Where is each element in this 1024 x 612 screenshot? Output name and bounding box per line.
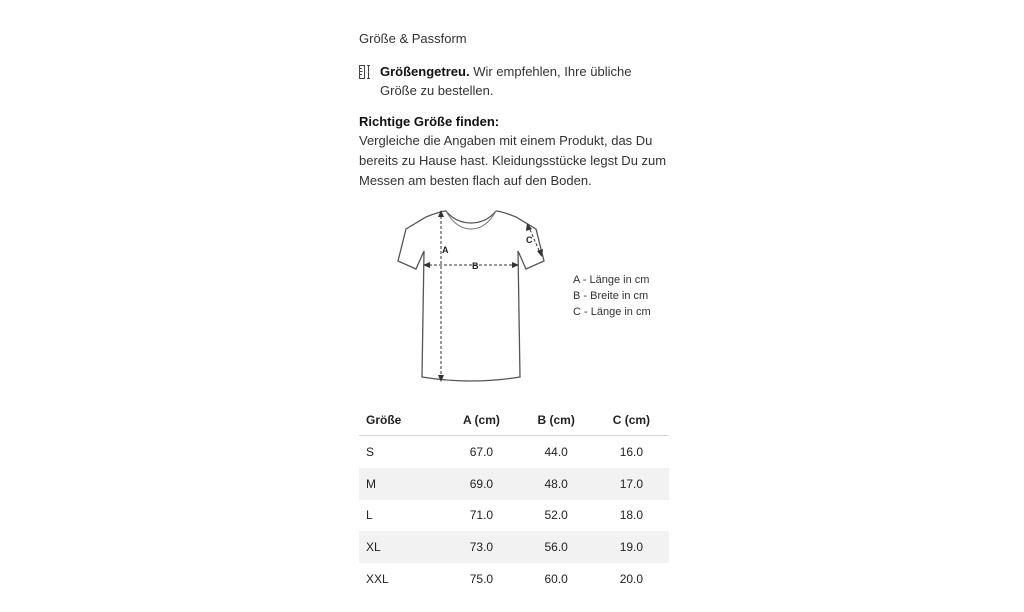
measure-a-label: A [442, 245, 449, 255]
cell-size: XL [359, 531, 444, 563]
legend-item-b: B - Breite in cm [573, 290, 649, 302]
cell-c: 17.0 [594, 468, 669, 500]
ruler-icon [359, 65, 372, 79]
measure-c-label: C [526, 235, 533, 245]
header-c: C (cm) [594, 404, 669, 436]
cell-size: L [366, 508, 373, 523]
header-size: Größe [359, 404, 444, 436]
measurement-legend [573, 272, 651, 320]
table-row [359, 531, 669, 563]
cell-a: 73.0 [444, 531, 518, 563]
cell-b: 52.0 [544, 508, 568, 523]
cell-a: 75.0 [469, 572, 494, 587]
cell-a: 71.0 [469, 508, 494, 523]
size-table-header-row [359, 404, 669, 436]
cell-a: 69.0 [444, 468, 518, 500]
find-size-text: Vergleiche die Angaben mit einem Produkt, das Du bereits zu Hause hast. Kleidungsstücke legst Du zum Messen am besten flach auf den Boden. [359, 133, 667, 188]
cell-a: 67.0 [469, 444, 494, 459]
tshirt-measurement-diagram [386, 205, 556, 390]
measure-b-label: B [472, 261, 479, 271]
table-row [359, 436, 669, 468]
cell-b: 48.0 [519, 468, 594, 500]
table-row [359, 500, 669, 532]
legend-item-c: C - Länge in cm [573, 306, 651, 318]
cell-size: XXL [366, 572, 389, 587]
fit-description: Wir empfehlen, Ihre übliche Größe zu bestellen. [380, 64, 632, 98]
legend-item-a: A - Länge in cm [573, 274, 650, 286]
size-fit-panel [359, 30, 669, 191]
cell-c: 18.0 [619, 508, 644, 523]
cell-size: M [359, 468, 444, 500]
cell-c: 20.0 [619, 572, 644, 587]
cell-b: 56.0 [519, 531, 594, 563]
tshirt-outline [398, 211, 544, 381]
cell-size: S [366, 444, 375, 459]
fit-bold-label: Größengetreu. [380, 64, 470, 79]
cell-c: 16.0 [619, 444, 644, 459]
find-size-title: Richtige Größe finden: [359, 114, 500, 129]
cell-b: 60.0 [544, 572, 568, 587]
size-table [359, 404, 669, 595]
table-row [359, 468, 669, 500]
section-title: Größe & Passform [359, 31, 467, 46]
fit-note [359, 62, 669, 100]
header-b: B (cm) [519, 404, 594, 436]
cell-c: 19.0 [594, 531, 669, 563]
cell-b: 44.0 [544, 444, 568, 459]
table-row [359, 563, 669, 595]
header-a: A (cm) [444, 404, 518, 436]
fit-text [380, 62, 669, 100]
